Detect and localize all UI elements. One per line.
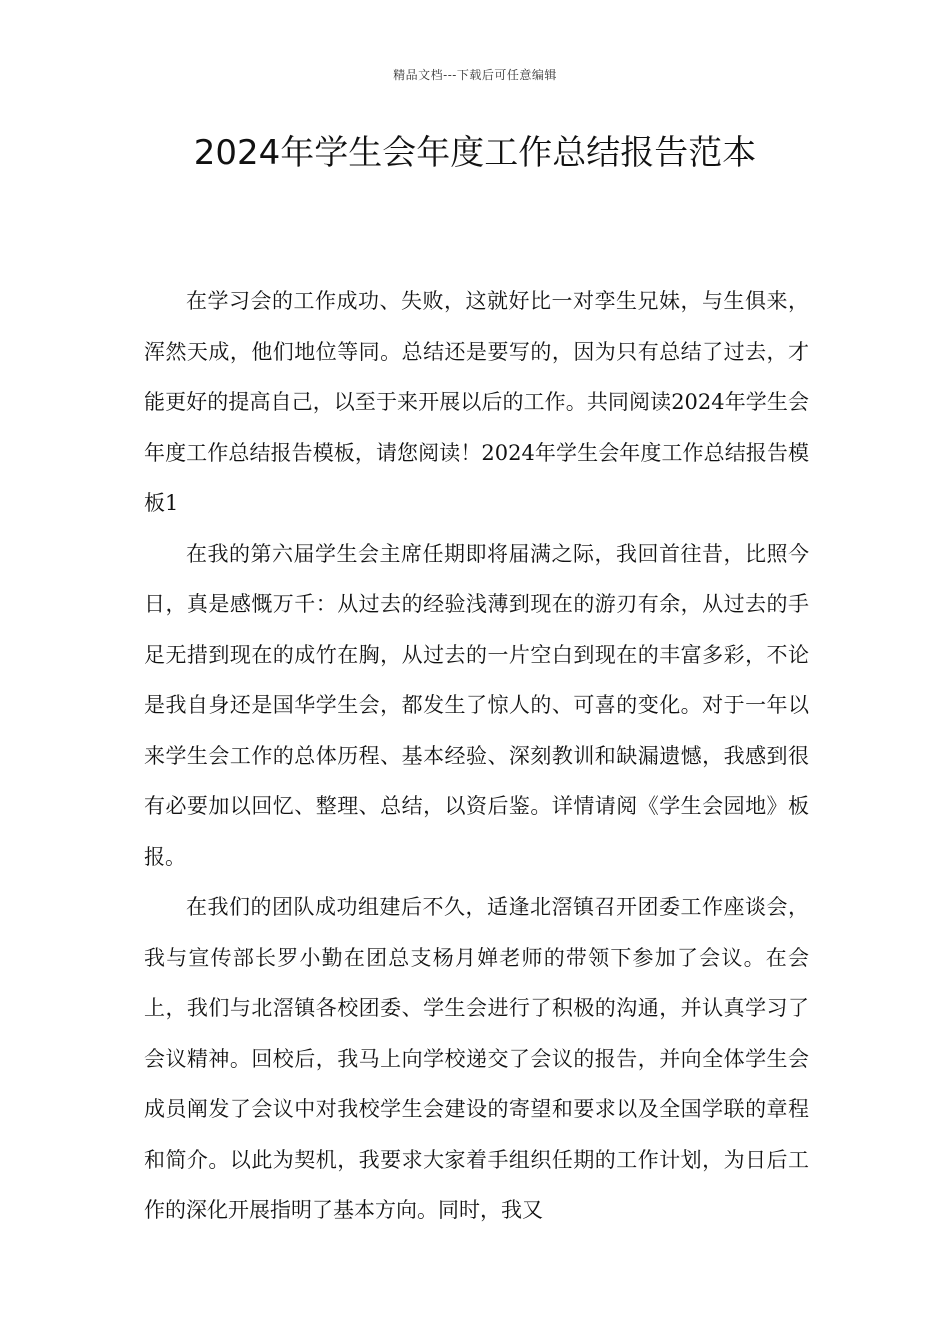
header-note: 精品文档---下载后可任意编辑 [393, 68, 557, 82]
document-title: 2024年学生会年度工作总结报告范本 [193, 133, 757, 173]
paragraph-3: 在我们的团队成功组建后不久，适逢北滘镇召开团委工作座谈会，我与宣传部长罗小勤在团总支杨月婵老师的带领下参加了会议。在会上，我们与北滘镇各校团委、学生会进行了积极的沟通，并认真学习了会议精神。回校后，我马上向学校递交了会议的报告，并向全体学生会成员阐发了会议中对我校学生会建设的寄望和要求以及全国学联的章程和简介。以此为契机，我要求大家着手组织任期的工作计划，为日后工作的深化开展指明了基本方向。同时，我又 [144, 895, 809, 1222]
document-body [144, 276, 809, 1236]
paragraph-2: 在我的第六届学生会主席任期即将届满之际，我回首往昔，比照今日，真是感慨万千：从过去的经验浅薄到现在的游刃有余，从过去的手足无措到现在的成竹在胸，从过去的一片空白到现在的丰富多彩，不论是我自身还是国华学生会，都发生了惊人的、可喜的变化。对于一年以来学生会工作的总体历程、基本经验、深刻教训和缺漏遗憾，我感到很有必要加以回忆、整理、总结，以资后鉴。详情请阅《学生会园地》板报。 [144, 541, 809, 869]
paragraph-1: 在学习会的工作成功、失败，这就好比一对孪生兄妹，与生俱来，浑然天成，他们地位等同。总结还是要写的，因为只有总结了过去，才能更好的提高自己，以至于来开展以后的工作。共同阅读2024年学生会年度工作总结报告模板，请您阅读！2024年学生会年度工作总结报告模板1 [144, 289, 809, 515]
